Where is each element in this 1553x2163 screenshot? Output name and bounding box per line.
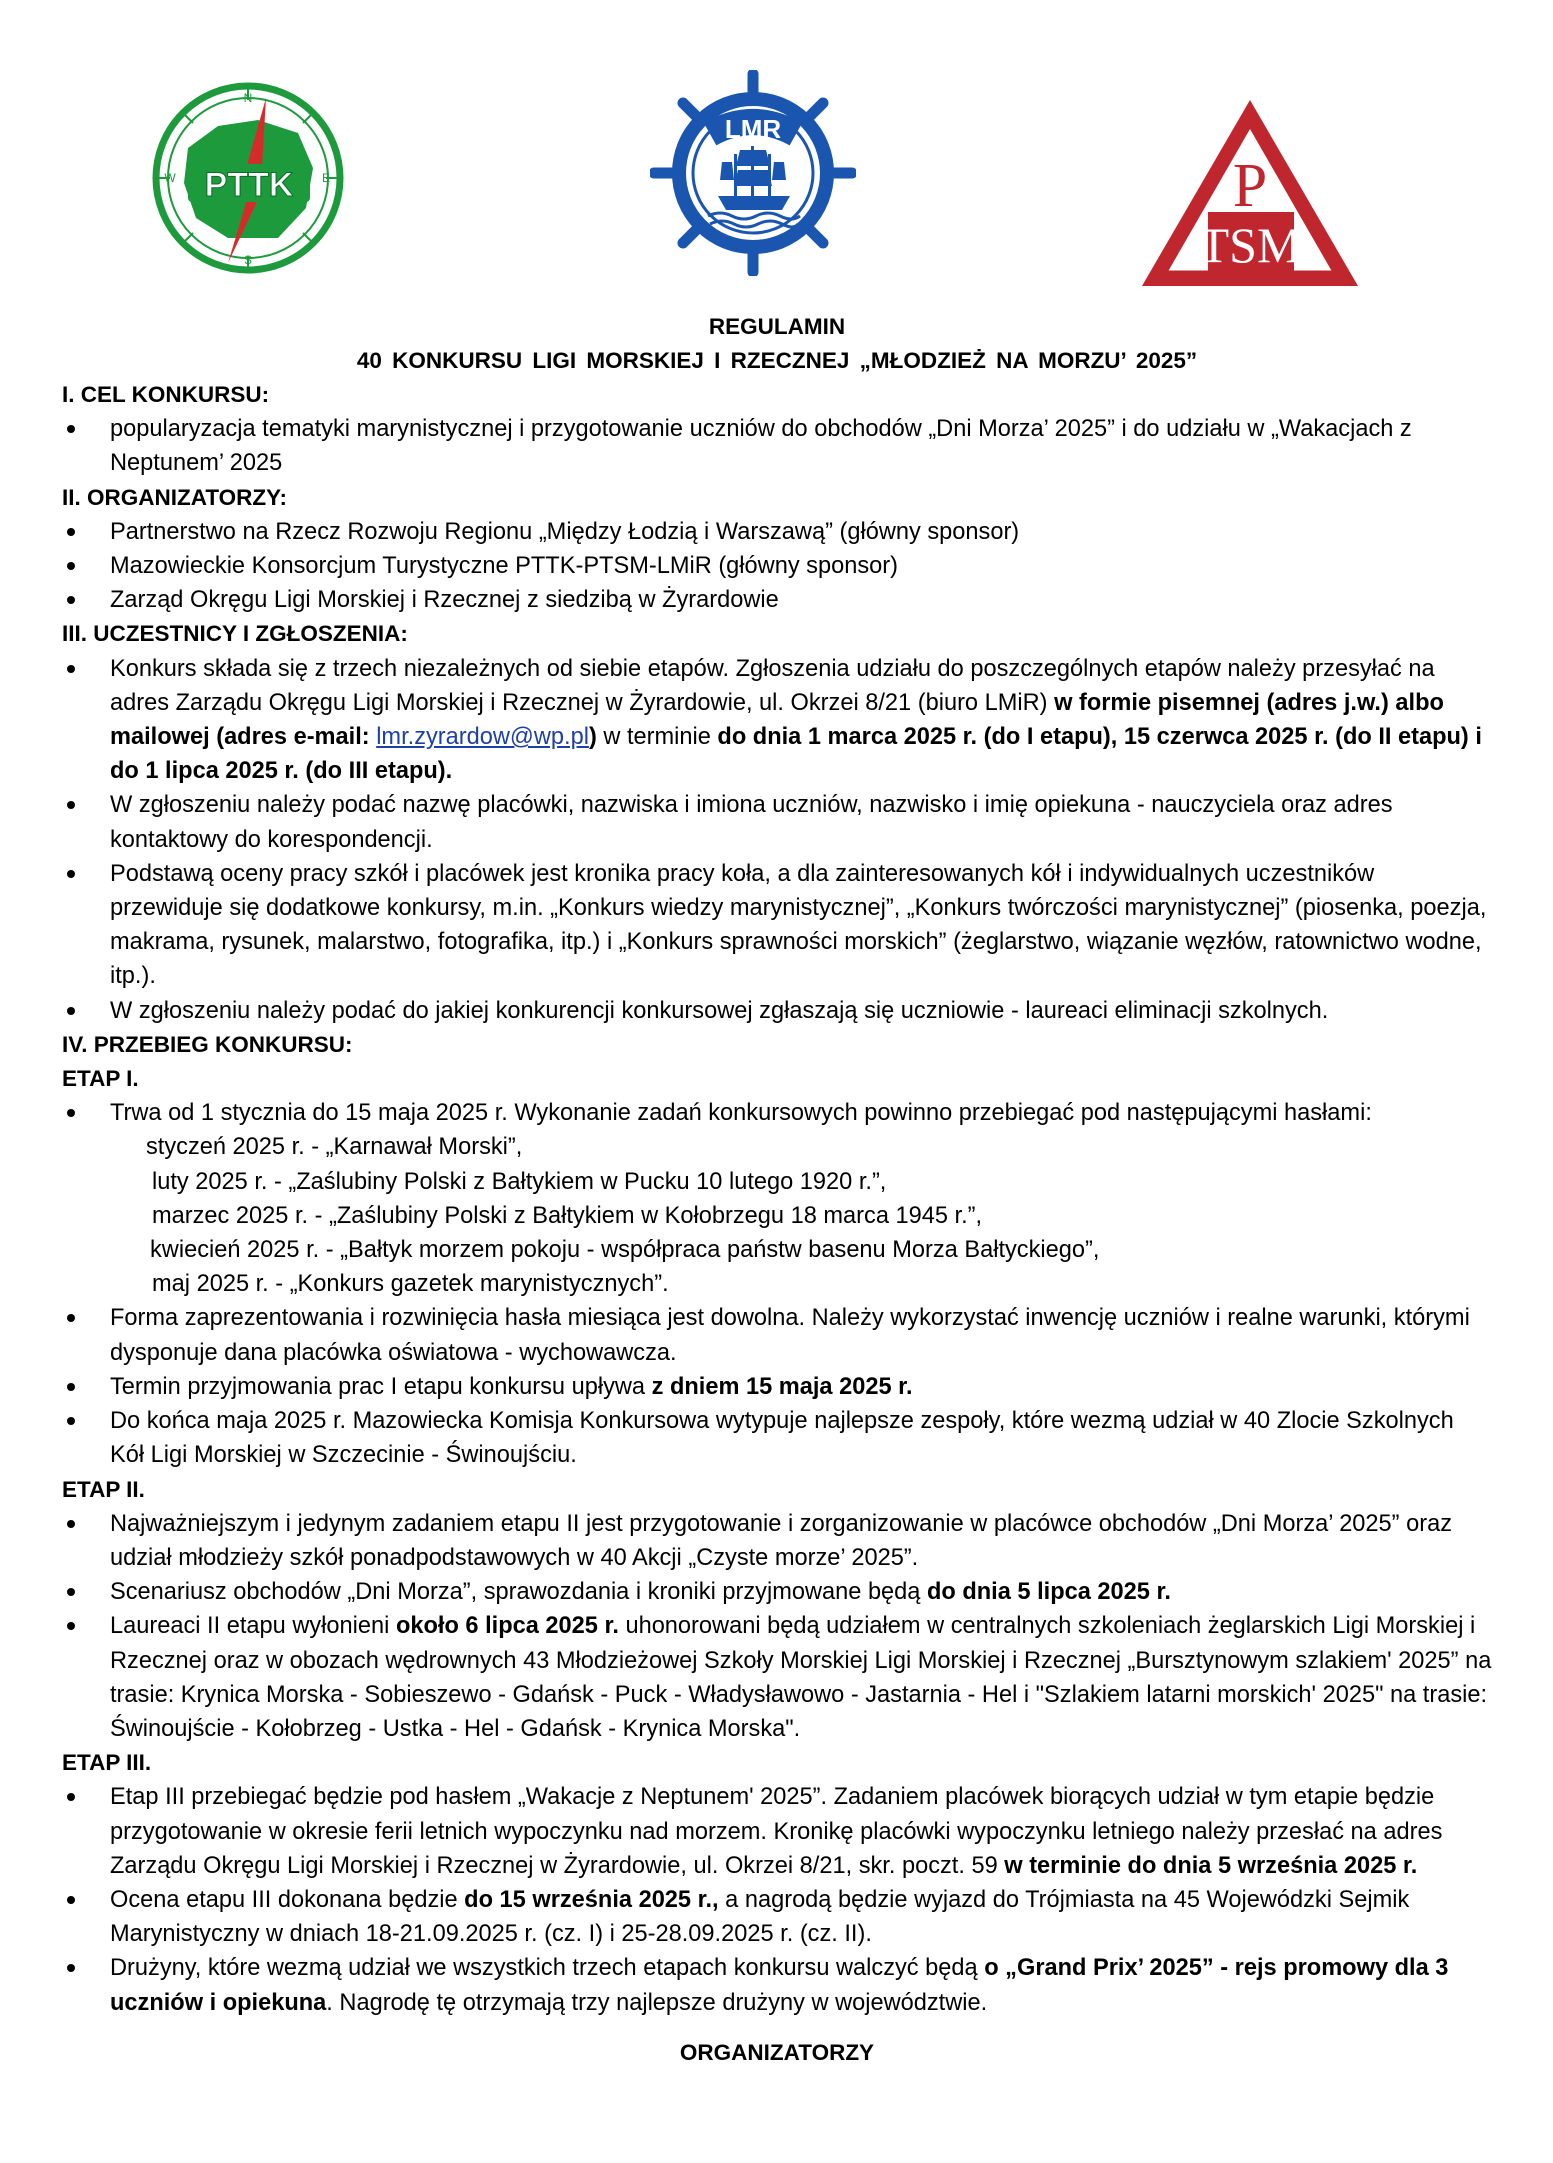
list-item: Konkurs składa się z trzech niezależnych od siebie etapów. Zgłoszenia udziału do poszczególnych etapów należy przesyłać na adres Zarządu Okręgu Ligi Morskiej i Rzecznej w Żyrardowie, ul. Okrzei 8/21 (biuro LMiR) w formie pisemnej (adres j.w.) albo mailowej (adres e-mail: lmr.zyrardow@wp.pl) w terminie do dnia 1 marca 2025 r. (do I etapu), 15 czerwca 2025 r. (do II etapu) i do 1 lipca 2025 r. (do III etapu). — [62, 652, 1492, 789]
month-theme: luty 2025 r. - „Zaślubiny Polski z Bałtykiem w Pucku 10 lutego 1920 r.”, — [152, 1168, 887, 1195]
logos-header — [0, 70, 1553, 280]
participants-list — [62, 652, 1492, 1028]
list-item: Mazowieckie Konsorcjum Turystyczne PTTK-PTSM-LMiR (główny sponsor) — [62, 549, 1492, 583]
document-title: REGULAMIN — [708, 314, 846, 339]
stage-1-list — [62, 1096, 1492, 1472]
document-subtitle: 40 KONKURSU LIGI MORSKIEJ I RZECZNEJ „MŁODZIEŻ NA MORZU’ 2025” — [356, 348, 1198, 373]
section-heading-goal: I. CEL KONKURSU: — [62, 382, 270, 407]
pttk-logo — [148, 78, 348, 278]
section-heading-organizers: II. ORGANIZATORZY: — [62, 484, 287, 510]
list-item: Termin przyjmowania prac I etapu konkursu upływa z dniem 15 maja 2025 r. — [62, 1370, 1492, 1404]
footer-organizers: ORGANIZATORZY — [679, 2039, 875, 2065]
lmr-logo — [650, 70, 856, 276]
list-item: Forma zaprezentowania i rozwinięcia hasła miesiąca jest dowolna. Należy wykorzystać inwencję uczniów i realne warunki, którymi dysponuje dana placówka oświatowa - wychowawcza. — [62, 1301, 1492, 1369]
list-item: popularyzacja tematyki marynistycznej i przygotowanie uczniów do obchodów „Dni Morza’ 2025” i do udziału w „Wakacjach z Neptunem’ 2025 — [62, 412, 1492, 480]
list-item: Ocena etapu III dokonana będzie do 15 września 2025 r., a nagrodą będzie wyjazd do Trójmiasta na 45 Wojewódzki Sejmik Marynistyczny w dniach 18-21.09.2025 r. (cz. I) i 25-28.09.2025 r. (cz. II). — [62, 1883, 1492, 1951]
list-item: Trwa od 1 stycznia do 15 maja 2025 r. Wykonanie zadań konkursowych powinno przebiegać pod następującymi hasłami: styczeń 2025 r. - „Karnawał Morski”, luty 2025 r. - „Zaślubiny Polski z Bałtykiem w Pucku 10 lutego 1920 r.”, marzec 2025 r. - „Zaślubiny Polski z Bałtykiem w Kołobrzegu 18 marca 1945 r.”, kwiecień 2025 r. - „Bałtyk morzem pokoju - współpraca państw basenu Morza Bałtyckiego”, maj 2025 r. - „Konkurs gazetek marynistycznych”. — [62, 1096, 1492, 1301]
stage-2-list — [62, 1507, 1492, 1746]
lmr-text: LMR — [724, 114, 782, 144]
stage-3-heading: ETAP III. — [62, 1750, 152, 1776]
svg-text:W: W — [164, 171, 176, 185]
stage-2-heading: ETAP II. — [62, 1476, 145, 1502]
list-item: Drużyny, które wezmą udział we wszystkich trzech etapach konkursu walczyć będą o „Grand Prix’ 2025” - rejs promowy dla 3 uczniów i opiekuna. Nagrodę tę otrzymają trzy najlepsze drużyny w województwie. — [62, 1951, 1492, 2019]
section-heading-course: IV. PRZEBIEG KONKURSU: — [62, 1031, 353, 1057]
section-heading-participants: III. UCZESTNICY I ZGŁOSZENIA: — [62, 621, 408, 647]
goal-list — [62, 412, 1492, 480]
svg-text:E: E — [321, 171, 331, 185]
list-item: Partnerstwo na Rzecz Rozwoju Regionu „Między Łodzią i Warszawą” (główny sponsor) — [62, 515, 1492, 549]
list-item: Etap III przebiegać będzie pod hasłem „Wakacje z Neptunem' 2025”. Zadaniem placówek biorących udział w tym etapie będzie przygotowanie w okresie ferii letnich wypoczynku nad morzem. Kronikę placówki wypoczynku letniego należy przesłać na adres Zarządu Okręgu Ligi Morskiej i Rzecznej w Żyrardowie, ul. Okrzei 8/21, skr. poczt. 59 w terminie do dnia 5 września 2025 r. — [62, 1780, 1492, 1883]
list-item: Do końca maja 2025 r. Mazowiecka Komisja Konkursowa wytypuje najlepsze zespoły, które wezmą udział w 40 Zlocie Szkolnych Kół Ligi Morskiej w Szczecinie - Świnoujściu. — [62, 1404, 1492, 1472]
email-link[interactable]: lmr.zyrardow@wp.pl — [376, 724, 589, 751]
month-theme: marzec 2025 r. - „Zaślubiny Polski z Bałtykiem w Kołobrzegu 18 marca 1945 r.”, — [152, 1202, 983, 1229]
ptsm-p: P — [1232, 152, 1268, 220]
list-item: Laureaci II etapu wyłonieni około 6 lipca 2025 r. uhonorowani będą udziałem w centralnych szkoleniach żeglarskich Ligi Morskiej i Rzecznej oraz w obozach wędrownych 43 Młodzieżowej Szkoły Morskiej Ligi Morskiej i Rzecznej „Bursztynowym szlakiem' 2025” na trasie: Krynica Morska - Sobieszewo - Gdańsk - Puck - Władysławowo - Jastarnia - Hel i "Szlakiem latarni morskich' 2025" na trasie: Świnoujście - Kołobrzeg - Ustka - Hel - Gdańsk - Krynica Morska". — [62, 1609, 1492, 1746]
list-item: Zarząd Okręgu Ligi Morskiej i Rzecznej z siedzibą w Żyrardowie — [62, 583, 1492, 617]
svg-text:S: S — [243, 253, 253, 267]
list-item: Najważniejszym i jedynym zadaniem etapu II jest przygotowanie i zorganizowanie w placówce obchodów „Dni Morza’ 2025” oraz udział młodzieży szkół ponadpodstawowych w 40 Akcji „Czyste morze’ 2025”. — [62, 1507, 1492, 1575]
organizers-list — [62, 515, 1492, 618]
month-theme: styczeń 2025 r. - „Karnawał Morski”, — [146, 1134, 523, 1161]
month-theme: maj 2025 r. - „Konkurs gazetek marynistycznych”. — [152, 1271, 669, 1298]
list-item: W zgłoszeniu należy podać do jakiej konkurencji konkursowej zgłaszają się uczniowie - laureaci eliminacji szkolnych. — [62, 994, 1492, 1028]
month-theme: kwiecień 2025 r. - „Bałtyk morzem pokoju - współpraca państw basenu Morza Bałtyckiego”, — [150, 1237, 1100, 1264]
list-item: W zgłoszeniu należy podać nazwę placówki, nazwiska i imiona uczniów, nazwisko i imię opiekuna - nauczyciela oraz adres kontaktowy do korespondencji. — [62, 788, 1492, 856]
stage-1-heading: ETAP I. — [62, 1066, 139, 1092]
svg-text:N: N — [243, 91, 253, 105]
ptsm-logo — [1138, 96, 1362, 290]
stage-3-list — [62, 1780, 1492, 2019]
ptsm-text: TSM — [1198, 217, 1302, 273]
list-item: Scenariusz obchodów „Dni Morza”, sprawozdania i kroniki przyjmowane będą do dnia 5 lipca 2025 r. — [62, 1575, 1492, 1609]
list-item: Podstawą oceny pracy szkół i placówek jest kronika pracy koła, a dla zainteresowanych kół i indywidualnych uczestników przewiduje się dodatkowe konkursy, m.in. „Konkurs wiedzy marynistycznej”, „Konkurs twórczości marynistycznej” (piosenka, poezja, makrama, rysunek, malarstwo, fotografika, itp.) i „Konkurs sprawności morskich” (żeglarstwo, wiązanie węzłów, ratownictwo wodne, itp.). — [62, 857, 1492, 994]
regulation-document — [62, 310, 1492, 2070]
pttk-text: PTTK — [204, 166, 294, 204]
